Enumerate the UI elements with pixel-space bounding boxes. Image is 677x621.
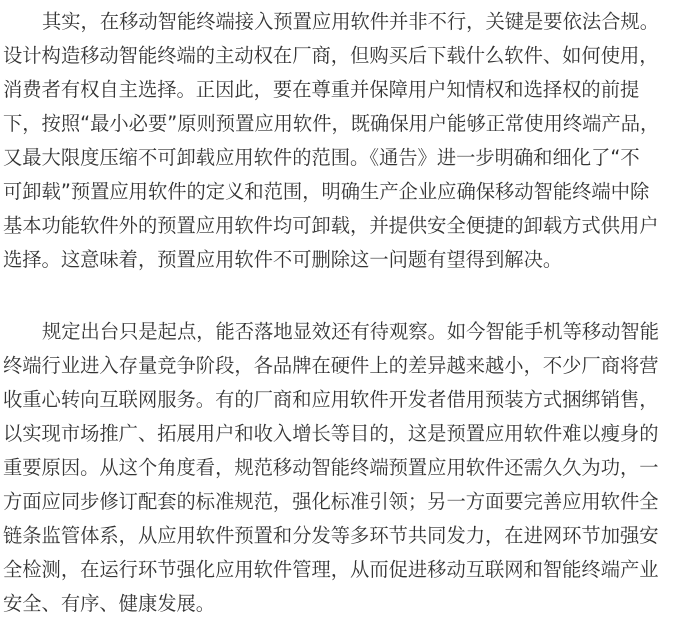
text-line: 以实现市场推广、拓展用户和收入增长等目的，这是预置应用软件难以瘦身的 <box>3 422 659 445</box>
text-line: 方面应同步修订配套的标准规范，强化标准引领；另一方面要完善应用软件全 <box>3 490 659 513</box>
text-line: 其实，在移动智能终端接入预置应用软件并非不行，关键是要依法合规。 <box>42 10 659 33</box>
text-line: 全检测，在运行环节强化应用软件管理，从而促进移动互联网和智能终端产业 <box>3 558 659 581</box>
text-line: 选择。这意味着，预置应用软件不可删除这一问题有望得到解决。 <box>3 248 563 271</box>
text-line: 链条监管体系，从应用软件预置和分发等多环节共同发力，在进网环节加强安 <box>3 524 659 547</box>
text-line: 又最大限度压缩不可卸载应用软件的范围。《通告》进一步明确和细化了“不 <box>3 146 640 169</box>
paragraph-1 <box>3 5 677 277</box>
text-line: 收重心转向互联网服务。有的厂商和应用软件开发者借用预装方式捆绑销售， <box>3 388 659 411</box>
text-line: 终端行业进入存量竞争阶段，各品牌在硬件上的差异越来越小，不少厂商将营 <box>3 354 659 377</box>
paragraph-spacer <box>3 277 677 315</box>
text-line: 下，按照“最小必要”原则预置应用软件，既确保用户能够正常使用终端产品， <box>3 112 660 135</box>
text-line: 基本功能软件外的预置应用软件均可卸载，并提供安全便捷的卸载方式供用户 <box>3 214 659 237</box>
text-line: 可卸载”预置应用软件的定义和范围，明确生产企业应确保移动智能终端中除 <box>3 180 650 203</box>
text-line: 安全、有序、健康发展。 <box>3 592 216 615</box>
text-line: 设计构造移动智能终端的主动权在厂商，但购买后下载什么软件、如何使用， <box>3 44 659 67</box>
text-line: 消费者有权自主选择。正因此，要在尊重并保障用户知情权和选择权的前提 <box>3 78 640 101</box>
text-line: 规定出台只是起点，能否落地显效还有待观察。如今智能手机等移动智能 <box>42 320 659 343</box>
text-line: 重要原因。从这个角度看，规范移动智能终端预置应用软件还需久久为功，一 <box>3 456 659 479</box>
paragraph-2 <box>3 315 677 621</box>
